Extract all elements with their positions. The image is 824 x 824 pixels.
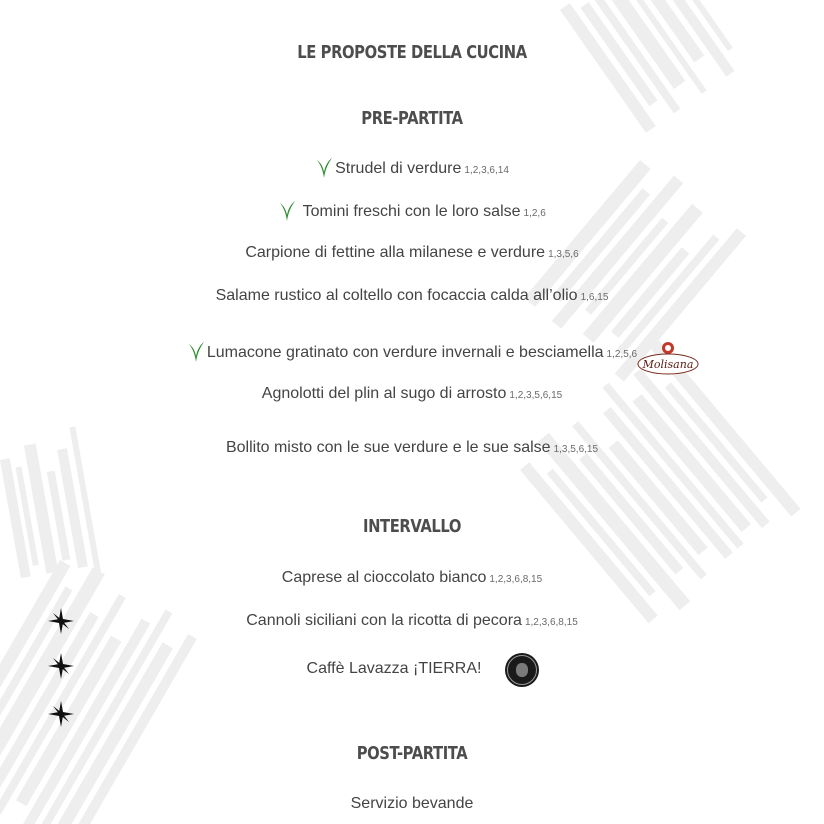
menu-item-name: Lumacone gratinato con verdure invernali e besciamella: [206, 344, 604, 361]
menu-item-name: Servizio bevande: [350, 795, 474, 812]
allergen-codes: 1,2,3,6,8,15: [489, 574, 543, 585]
menu-item-name: Agnolotti del plin al sugo di arrosto: [261, 385, 507, 402]
tierra-logo: [505, 653, 539, 687]
vegetarian-leaf-icon: [315, 157, 333, 179]
allergen-codes: 1,2,5,6: [606, 349, 638, 360]
menu-title: LE PROPOSTE DELLA CUCINA: [297, 42, 527, 63]
star-icon: [48, 701, 74, 727]
molisana-logo: [636, 338, 700, 378]
menu-item: [0, 795, 824, 813]
menu-item: [0, 200, 824, 222]
section-heading-post-partita: POST-PARTITA: [356, 743, 468, 764]
star-icon: [48, 653, 74, 679]
vegetarian-leaf-icon: [187, 341, 205, 363]
menu-item: [0, 385, 824, 403]
star-icon: [48, 608, 74, 634]
menu-item: [0, 244, 824, 262]
menu-item: [0, 439, 824, 457]
allergen-codes: 1,3,5,6,15: [553, 444, 599, 455]
menu-item-name: Salame rustico al coltello con focaccia calda all’olio: [215, 287, 578, 304]
menu-item-name: Tomini freschi con le loro salse: [302, 203, 521, 220]
menu-item-name: Caffè Lavazza ¡TIERRA!: [306, 660, 482, 677]
allergen-codes: 1,6,15: [580, 292, 609, 303]
section-heading-intervallo: INTERVALLO: [363, 516, 461, 537]
allergen-codes: 1,2,3,5,6,15: [509, 390, 563, 401]
section-heading-pre-partita: PRE-PARTITA: [361, 108, 463, 129]
menu-item-name: Strudel di verdure: [335, 160, 462, 177]
allergen-codes: 1,2,3,6,8,15: [524, 617, 578, 628]
menu-item: [0, 612, 824, 630]
molisana-logo-text: Molisana: [642, 358, 694, 371]
allergen-codes: 1,2,6: [523, 208, 546, 219]
vegetarian-leaf-icon: [278, 200, 296, 222]
menu-item: [0, 660, 824, 678]
menu-item-name: Bollito misto con le sue verdure e le sue salse: [225, 439, 551, 456]
menu-item: [0, 569, 824, 587]
menu-item-name: Carpione di fettine alla milanese e verdure: [245, 244, 546, 261]
allergen-codes: 1,3,5,6: [548, 249, 579, 260]
menu-item: [0, 157, 824, 179]
allergen-codes: 1,2,3,6,14: [464, 165, 509, 176]
menu-item-name: Caprese al cioccolato bianco: [281, 569, 487, 586]
menu-item: [0, 287, 824, 305]
menu-item: [0, 341, 824, 363]
menu-item-name: Cannoli siciliani con la ricotta di pecora: [246, 612, 522, 629]
